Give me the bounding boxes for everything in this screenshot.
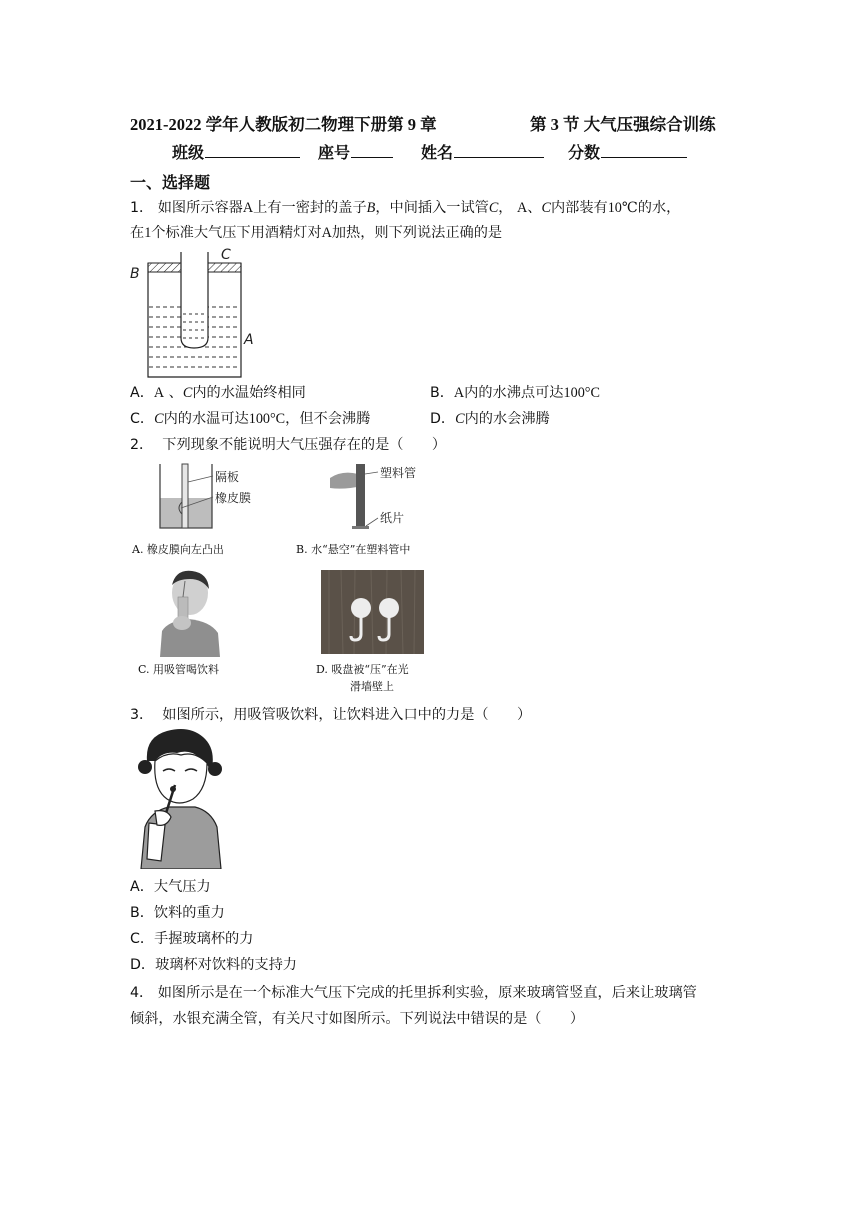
q2-fig-b-label-paper: 纸片 <box>380 511 405 525</box>
q2-caption-a: A. 橡皮膜向左凸出 <box>132 543 224 556</box>
q1-fig-label-a: A <box>244 332 254 348</box>
q2-fig-c-boy-photo <box>152 565 224 657</box>
q1-line1: 1． 如图所示容器A上有一密封的盖子B，中间插入一试管C， A、C内部装有10℃的水， <box>130 200 681 216</box>
q2-caption-c: C. 用吸管喝饮料 <box>138 663 220 676</box>
q2-stem: 2． 下列现象不能说明大气压强存在的是（ ） <box>130 437 447 453</box>
q1-number: 1． <box>130 200 154 216</box>
info-seat <box>318 140 393 163</box>
q1-fig-label-b: B <box>130 266 140 282</box>
q4-line1: 4． 如图所示是在一个标准大气压下完成的托里拆利实验，原来玻璃管竖直，后来让玻璃管 <box>130 985 697 1001</box>
q3-option-c[interactable]: C．手握玻璃杯的力 <box>130 931 254 947</box>
q3-option-a[interactable]: A．大气压力 <box>130 879 211 895</box>
title-right: 第 3 节 大气压强综合训练 <box>530 115 716 134</box>
q3-number: 3． <box>130 707 154 723</box>
q1-container-figure <box>128 244 268 382</box>
q1-option-c[interactable]: C．C内的水温可达100°C，但不会沸腾 <box>130 411 371 427</box>
q1-line2: 在1个标准大气压下用酒精灯对A加热，则下列说法正确的是 <box>130 225 503 241</box>
q3-stem: 3． 如图所示，用吸管吸饮料，让饮料进入口中的力是（ ） <box>130 707 532 723</box>
q3-girl-drinking-figure <box>137 727 227 869</box>
q2-fig-b-label-tube: 塑料管 <box>380 466 417 480</box>
q2-caption-b: B. 水“悬空”在塑料管中 <box>296 543 411 556</box>
q2-fig-a-label-partition: 隔板 <box>215 470 240 484</box>
info-name <box>421 140 544 163</box>
info-seat-label: 座号 <box>318 143 351 162</box>
name-blank[interactable] <box>454 143 544 158</box>
info-name-label: 姓名 <box>421 143 454 162</box>
seat-blank[interactable] <box>351 143 393 158</box>
info-class <box>172 140 300 163</box>
q2-caption-d2: 滑墙壁上 <box>350 680 394 693</box>
q1-option-a[interactable]: A．A 、C内的水温始终相同 <box>130 385 306 401</box>
class-blank[interactable] <box>205 143 300 158</box>
q2-fig-d-suction-photo <box>321 570 424 654</box>
q1-fig-label-c: C <box>221 247 231 263</box>
q2-caption-d1: D. 吸盘被“压”在光 <box>316 663 409 676</box>
q1-option-d[interactable]: D．C内的水会沸腾 <box>430 411 550 427</box>
q3-option-d[interactable]: D．玻璃杯对饮料的支持力 <box>130 957 297 973</box>
title-left: 2021-2022 学年人教版初二物理下册第 9 章 <box>130 115 437 134</box>
info-class-label: 班级 <box>172 143 205 162</box>
q4-line2: 倾斜，水银充满全管，有关尺寸如图所示。下列说法中错误的是（ ） <box>130 1011 585 1027</box>
section-heading: 一、选择题 <box>130 173 211 192</box>
q1-option-b[interactable]: B．A内的水沸点可达100°C <box>430 385 600 401</box>
info-score <box>568 140 687 163</box>
score-blank[interactable] <box>601 143 687 158</box>
q2-fig-a-partition <box>155 460 265 535</box>
q2-fig-a-label-membrane: 橡皮膜 <box>215 491 252 505</box>
q2-fig-b-tube <box>318 460 428 535</box>
info-score-label: 分数 <box>568 143 601 162</box>
q2-number: 2． <box>130 437 154 453</box>
q3-option-b[interactable]: B．饮料的重力 <box>130 905 225 921</box>
q4-number: 4． <box>130 985 154 1001</box>
